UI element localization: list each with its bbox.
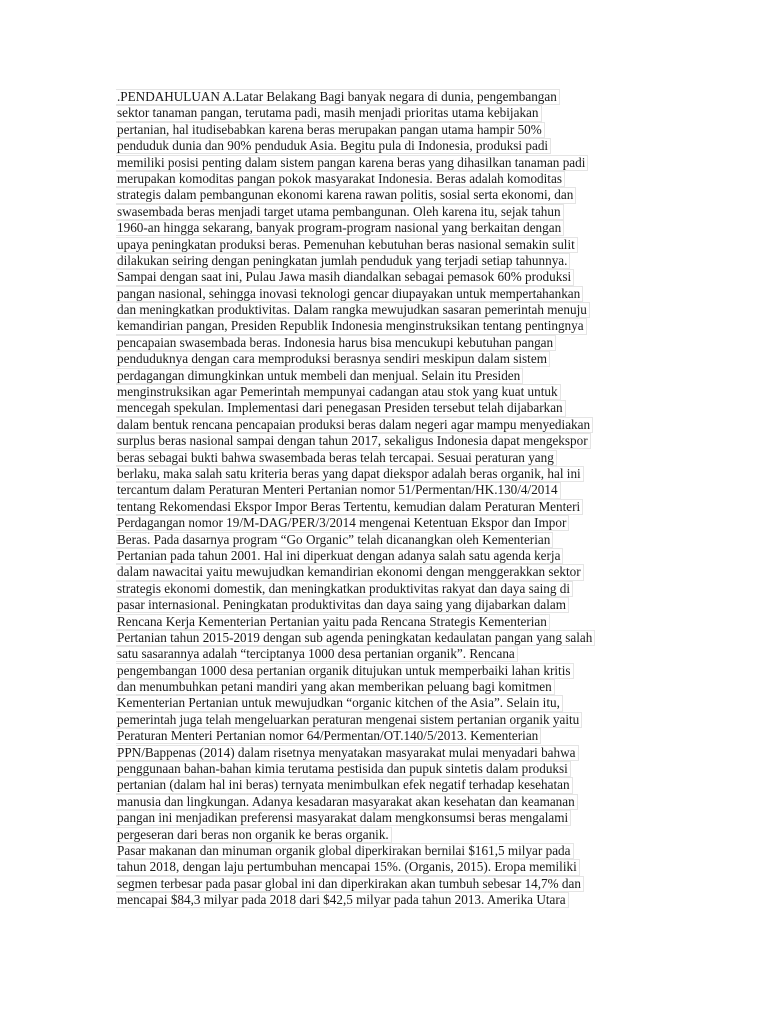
text-line: merupakan komoditas pangan pokok masyarakat Indonesia. Beras adalah komoditas [116, 171, 656, 187]
text-line: Pertanian tahun 2015-2019 dengan sub agenda peningkatan kedaulatan pangan yang salah [116, 630, 656, 646]
text-line: PPN/Bappenas (2014) dalam risetnya menyatakan masyarakat mulai menyadari bahwa [116, 745, 656, 761]
text-line: pencapaian swasembada beras. Indonesia harus bisa mencukupi kebutuhan pangan [116, 335, 656, 351]
text-line: dan menumbuhkan petani mandiri yang akan memberikan peluang bagi komitmen [116, 679, 656, 695]
text-line: penggunaan bahan-bahan kimia terutama pestisida dan pupuk sintetis dalam produksi [116, 761, 656, 777]
text-line: Sampai dengan saat ini, Pulau Jawa masih diandalkan sebagai pemasok 60% produksi [116, 269, 656, 285]
text-line: pangan nasional, sehingga inovasi teknologi gencar diupayakan untuk mempertahankan [116, 286, 656, 302]
text-line: pertanian (dalam hal ini beras) ternyata menimbulkan efek negatif terhadap kesehatan [116, 777, 656, 793]
text-line: dilakukan seiring dengan peningkatan jumlah penduduk yang terjadi setiap tahunnya. [116, 253, 656, 269]
text-line: Peraturan Menteri Pertanian nomor 64/Permentan/OT.140/5/2013. Kementerian [116, 728, 656, 744]
text-line: pengembangan 1000 desa pertanian organik ditujukan untuk memperbaiki lahan kritis [116, 663, 656, 679]
text-line: Beras. Pada dasarnya program “Go Organic” telah dicanangkan oleh Kementerian [116, 532, 656, 548]
text-line: pemerintah juga telah mengeluarkan peraturan mengenai sistem pertanian organik yaitu [116, 712, 656, 728]
text-line: perdagangan dimungkinkan untuk membeli dan menjual. Selain itu Presiden [116, 368, 656, 384]
text-line: mencapai $84,3 milyar pada 2018 dari $42,5 milyar pada tahun 2013. Amerika Utara [116, 892, 656, 908]
text-line: strategis dalam pembangunan ekonomi karena rawan politis, sosial serta ekonomi, dan [116, 187, 656, 203]
text-line: kemandirian pangan, Presiden Republik Indonesia menginstruksikan tentang pentingnya [116, 318, 656, 334]
text-line: segmen terbesar pada pasar global ini dan diperkirakan akan tumbuh sebesar 14,7% dan [116, 876, 656, 892]
text-line: beras sebagai bukti bahwa swasembada beras telah tercapai. Sesuai peraturan yang [116, 450, 656, 466]
body-text [116, 89, 656, 909]
text-line: Pasar makanan dan minuman organik global diperkirakan bernilai $161,5 milyar pada [116, 843, 656, 859]
text-line: memiliki posisi penting dalam sistem pangan karena beras yang dihasilkan tanaman padi [116, 155, 656, 171]
text-line: 1960-an hingga sekarang, banyak program-program nasional yang berkaitan dengan [116, 220, 656, 236]
text-line: tercantum dalam Peraturan Menteri Pertanian nomor 51/Permentan/HK.130/4/2014 [116, 482, 656, 498]
text-line: manusia dan lingkungan. Adanya kesadaran masyarakat akan kesehatan dan keamanan [116, 794, 656, 810]
text-line: berlaku, maka salah satu kriteria beras yang dapat diekspor adalah beras organik, hal ini [116, 466, 656, 482]
text-line: mencegah spekulan. Implementasi dari penegasan Presiden tersebut telah dijabarkan [116, 400, 656, 416]
text-line: tentang Rekomendasi Ekspor Impor Beras Tertentu, kemudian dalam Peraturan Menteri [116, 499, 656, 515]
text-line: satu sasarannya adalah “terciptanya 1000 desa pertanian organik”. Rencana [116, 646, 656, 662]
text-line: swasembada beras menjadi target utama pembangunan. Oleh karena itu, sejak tahun [116, 204, 656, 220]
text-line: sektor tanaman pangan, terutama padi, masih menjadi prioritas utama kebijakan [116, 105, 656, 121]
text-line: penduduk dunia dan 90% penduduk Asia. Begitu pula di Indonesia, produksi padi [116, 138, 656, 154]
text-line: upaya peningkatan produksi beras. Pemenuhan kebutuhan beras nasional semakin sulit [116, 237, 656, 253]
text-line: tahun 2018, dengan laju pertumbuhan mencapai 15%. (Organis, 2015). Eropa memiliki [116, 859, 656, 875]
text-line: menginstruksikan agar Pemerintah mempunyai cadangan atau stok yang kuat untuk [116, 384, 656, 400]
text-line: .PENDAHULUAN A.Latar Belakang Bagi banyak negara di dunia, pengembangan [116, 89, 656, 105]
text-line: strategis ekonomi domestik, dan meningkatkan produktivitas rakyat dan daya saing di [116, 581, 656, 597]
text-line: Rencana Kerja Kementerian Pertanian yaitu pada Rencana Strategis Kementerian [116, 614, 656, 630]
text-line: Pertanian pada tahun 2001. Hal ini diperkuat dengan adanya salah satu agenda kerja [116, 548, 656, 564]
text-line: pergeseran dari beras non organik ke beras organik. [116, 827, 656, 843]
text-line: pertanian, hal itudisebabkan karena beras merupakan pangan utama hampir 50% [116, 122, 656, 138]
text-line: pangan ini menjadikan preferensi masyarakat dalam mengkonsumsi beras mengalami [116, 810, 656, 826]
text-line: dan meningkatkan produktivitas. Dalam rangka mewujudkan sasaran pemerintah menuju [116, 302, 656, 318]
text-line: penduduknya dengan cara memproduksi berasnya sendiri meskipun dalam sistem [116, 351, 656, 367]
text-line: surplus beras nasional sampai dengan tahun 2017, sekaligus Indonesia dapat mengekspor [116, 433, 656, 449]
text-line: Kementerian Pertanian untuk mewujudkan “organic kitchen of the Asia”. Selain itu, [116, 695, 656, 711]
text-line: Perdagangan nomor 19/M-DAG/PER/3/2014 mengenai Ketentuan Ekspor dan Impor [116, 515, 656, 531]
text-line: pasar internasional. Peningkatan produktivitas dan daya saing yang dijabarkan dalam [116, 597, 656, 613]
text-line: dalam bentuk rencana pencapaian produksi beras dalam negeri agar mampu menyediakan [116, 417, 656, 433]
text-line: dalam nawacitai yaitu mewujudkan kemandirian ekonomi dengan menggerakkan sektor [116, 564, 656, 580]
